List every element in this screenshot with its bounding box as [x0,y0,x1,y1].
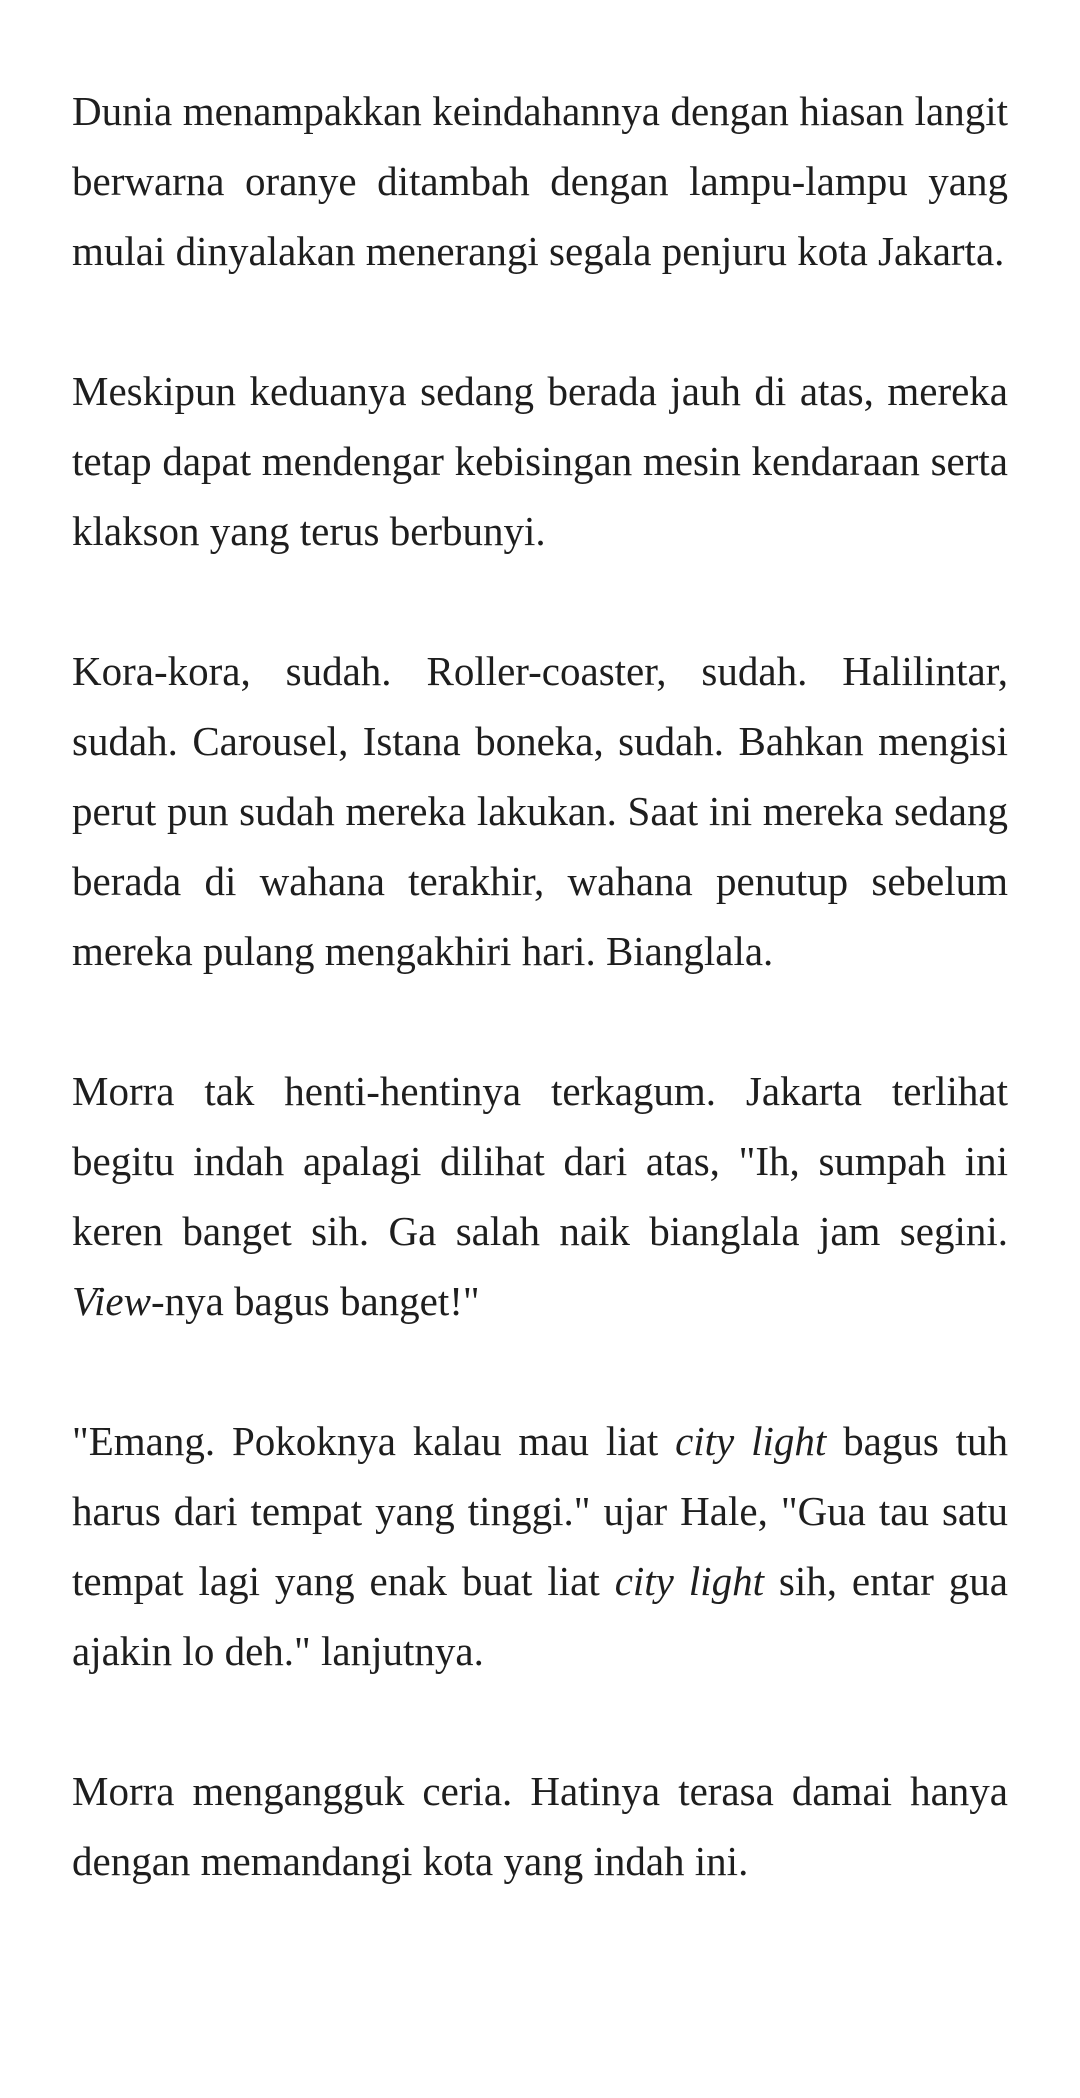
text-run: sih, entar gua ajakin lo deh." lanjutnya. [72,1558,1008,1674]
italic-text-run: city light [675,1418,827,1464]
paragraph [72,1406,1008,1686]
text-run: Kora-kora, sudah. Roller-coaster, sudah. Halilintar, sudah. Carousel, Istana boneka, sudah. Bahkan mengisi perut pun sudah mereka lakukan. Saat ini mereka sedang berada di wahana terakhir, wahana penutup sebelum mereka pulang mengakhiri hari. Bianglala. [72,648,1008,974]
text-run: Dunia menampakkan keindahannya dengan hiasan langit berwarna oranye ditambah dengan lampu-lampu yang mulai dinyalakan menerangi segala penjuru kota Jakarta. [72,88,1008,274]
text-run: "Emang. Pokoknya kalau mau liat [72,1418,676,1464]
paragraph [72,76,1008,286]
text-run: bagus tuh harus dari tempat yang tinggi." ujar Hale, "Gua tau satu tempat lagi yang enak buat liat [72,1418,1009,1604]
italic-text-run: View [72,1278,151,1324]
text-run: Morra mengangguk ceria. Hatinya terasa damai hanya dengan memandangi kota yang indah ini. [72,1768,1008,1884]
text-run: -nya bagus banget!" [150,1278,480,1324]
paragraph [72,1056,1008,1336]
text-run: Meskipun keduanya sedang berada jauh di atas, mereka tetap dapat mendengar kebisingan mesin kendaraan serta klakson yang terus berbunyi. [72,368,1008,554]
paragraph [72,1756,1008,1896]
story-text [72,76,1008,1896]
paragraph [72,636,1008,986]
text-run: Morra tak henti-hentinya terkagum. Jakarta terlihat begitu indah apalagi dilihat dari atas, "Ih, sumpah ini keren banget sih. Ga salah naik bianglala jam segini. [72,1068,1008,1254]
paragraph [72,356,1008,566]
italic-text-run: city light [614,1558,764,1604]
